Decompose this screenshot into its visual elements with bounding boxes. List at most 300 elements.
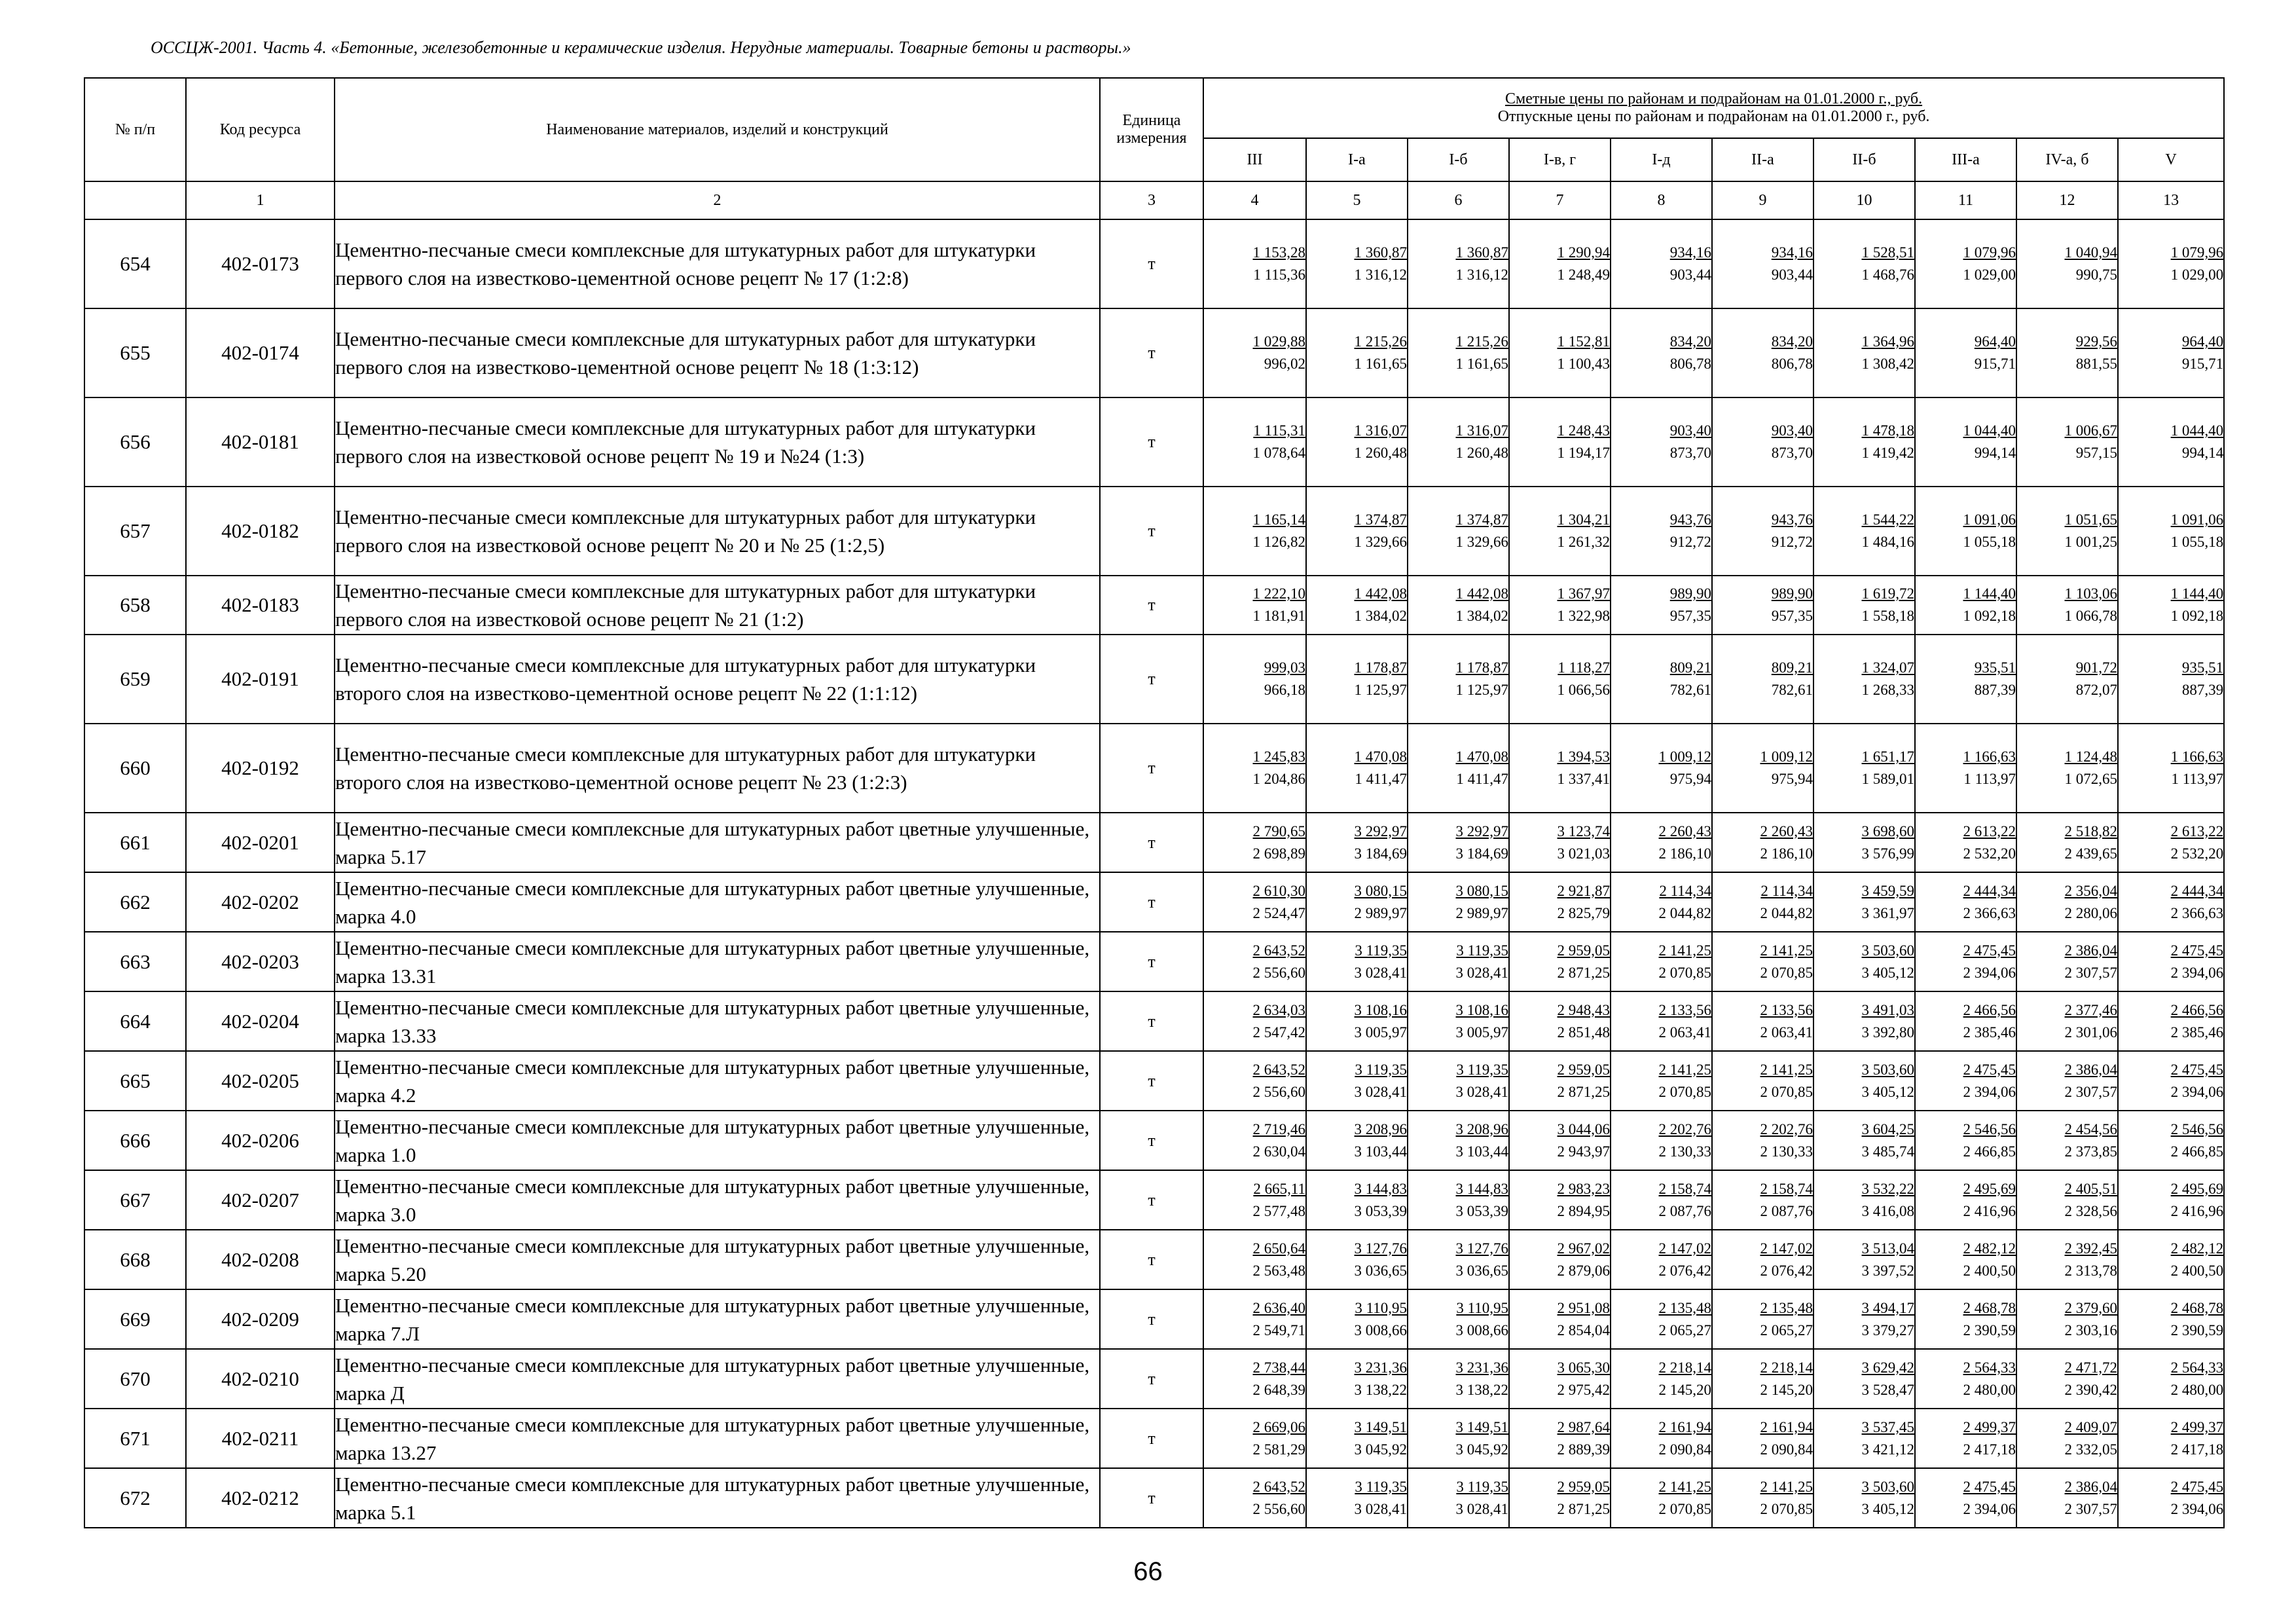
estimate-price: 809,21 — [1669, 659, 1711, 676]
estimate-price: 2 466,56 — [1963, 1001, 2016, 1018]
price-cell-9 — [2016, 1051, 2118, 1111]
estimate-price: 1 304,21 — [1557, 511, 1610, 528]
material-name: Цементно-песчаные смеси комплексные для штукатурных работ цветные улучшенные, марка 3.0 — [335, 1170, 1100, 1230]
estimate-price: 934,16 — [1771, 244, 1813, 261]
price-cell-1 — [1203, 635, 1306, 724]
price-cell-9 — [2016, 1468, 2118, 1528]
estimate-price: 2 643,52 — [1252, 942, 1305, 959]
release-price: 3 036,65 — [1455, 1262, 1508, 1279]
price-cell-10 — [2118, 1289, 2224, 1349]
price-cell-3 — [1408, 635, 1509, 724]
estimate-price: 2 392,45 — [2064, 1240, 2117, 1257]
price-cell-5 — [1611, 1170, 1712, 1230]
price-cell-6 — [1712, 1230, 1813, 1289]
price-cell-4 — [1509, 219, 1611, 308]
release-price: 3 103,44 — [1354, 1143, 1407, 1160]
release-price: 2 556,60 — [1252, 1083, 1305, 1100]
unit-of-measure: т — [1100, 1111, 1203, 1170]
row-number: 657 — [84, 487, 186, 576]
release-price: 2 390,59 — [1963, 1321, 2016, 1338]
material-name: Цементно-песчаные смеси комплексные для штукатурных работ для штукатурки первого слоя на известковой основе рецепт № 19 и №24 (1:3) — [335, 397, 1100, 487]
release-price: 2 044,82 — [1760, 904, 1813, 921]
estimate-price: 1 544,22 — [1861, 511, 1914, 528]
price-cell-1 — [1203, 813, 1306, 872]
estimate-price: 1 442,08 — [1354, 585, 1407, 602]
estimate-price: 1 144,40 — [2170, 585, 2224, 602]
price-cell-2 — [1306, 1409, 1408, 1468]
release-price: 2 070,85 — [1760, 1083, 1813, 1100]
release-price: 3 392,80 — [1861, 1024, 1914, 1041]
row-number: 671 — [84, 1409, 186, 1468]
price-cell-10 — [2118, 932, 2224, 991]
release-price: 2 366,63 — [2170, 904, 2224, 921]
row-number: 672 — [84, 1468, 186, 1528]
price-cell-4 — [1509, 1170, 1611, 1230]
column-number-1: 1 — [186, 181, 335, 219]
unit-of-measure: т — [1100, 872, 1203, 932]
estimate-price: 3 127,76 — [1455, 1240, 1508, 1257]
price-cell-8 — [1915, 1349, 2016, 1409]
release-price: 1 316,12 — [1455, 267, 1508, 283]
release-price: 2 145,20 — [1760, 1381, 1813, 1398]
price-cell-2 — [1306, 487, 1408, 576]
estimate-price: 3 698,60 — [1861, 822, 1914, 840]
price-cell-2 — [1306, 308, 1408, 397]
price-cell-6 — [1712, 1051, 1813, 1111]
estimate-price: 2 669,06 — [1252, 1418, 1305, 1435]
price-cell-6 — [1712, 932, 1813, 991]
price-cell-6 — [1712, 991, 1813, 1051]
price-cell-7 — [1813, 635, 1915, 724]
document-header: ОССЦЖ-2001. Часть 4. «Бетонные, железобетонные и керамические изделия. Нерудные материалы. Товарные бетоны и растворы.» — [151, 38, 1131, 57]
table-row — [84, 991, 2224, 1051]
price-cell-7 — [1813, 397, 1915, 487]
price-cell-9 — [2016, 1230, 2118, 1289]
table-row — [84, 1051, 2224, 1111]
release-price: 1 484,16 — [1861, 534, 1914, 550]
price-cell-2 — [1306, 1349, 1408, 1409]
price-cell-7 — [1813, 991, 1915, 1051]
estimate-price: 1 215,26 — [1455, 333, 1508, 350]
resource-code: 402-0192 — [186, 724, 335, 813]
release-price: 3 008,66 — [1354, 1321, 1407, 1338]
price-cell-10 — [2118, 1051, 2224, 1111]
estimate-price: 1 651,17 — [1861, 748, 1914, 765]
price-cell-10 — [2118, 872, 2224, 932]
release-price: 994,14 — [2181, 445, 2224, 461]
estimate-price: 2 468,78 — [2170, 1299, 2224, 1316]
row-number: 661 — [84, 813, 186, 872]
estimate-price: 3 459,59 — [1861, 882, 1914, 899]
price-cell-2 — [1306, 219, 1408, 308]
release-price: 2 307,57 — [2064, 1500, 2117, 1517]
estimate-price: 935,51 — [1974, 659, 2016, 676]
table-row — [84, 308, 2224, 397]
estimate-price: 3 119,35 — [1456, 942, 1508, 959]
estimate-price: 2 141,25 — [1658, 1061, 1711, 1078]
estimate-price: 2 202,76 — [1658, 1120, 1711, 1137]
unit-of-measure: т — [1100, 635, 1203, 724]
estimate-price: 2 959,05 — [1557, 1061, 1610, 1078]
release-price: 1 055,18 — [2170, 534, 2224, 550]
resource-code: 402-0191 — [186, 635, 335, 724]
release-price: 1 384,02 — [1455, 608, 1508, 624]
release-price: 1 078,64 — [1252, 445, 1305, 461]
estimate-price: 2 135,48 — [1658, 1299, 1711, 1316]
resource-code: 402-0209 — [186, 1289, 335, 1349]
price-cell-1 — [1203, 576, 1306, 635]
column-number-3: 3 — [1100, 181, 1203, 219]
price-cell-2 — [1306, 724, 1408, 813]
column-number-13: 13 — [2118, 181, 2224, 219]
estimate-price: 2 444,34 — [1963, 882, 2016, 899]
table-row — [84, 1170, 2224, 1230]
estimate-price: 1 051,65 — [2064, 511, 2117, 528]
estimate-price: 1 029,88 — [1252, 333, 1305, 350]
price-cell-5 — [1611, 1230, 1712, 1289]
estimate-price: 1 044,40 — [1963, 422, 2016, 439]
release-price: 1 419,42 — [1861, 445, 1914, 461]
region-header-7: II-б — [1813, 138, 1915, 181]
release-price: 1 066,56 — [1557, 682, 1610, 698]
release-price: 2 063,41 — [1658, 1024, 1711, 1041]
release-price: 782,61 — [1771, 682, 1813, 698]
estimate-price: 903,40 — [1669, 422, 1711, 439]
estimate-price: 2 409,07 — [2064, 1418, 2117, 1435]
release-price: 996,02 — [1264, 356, 1305, 372]
release-price: 957,35 — [1771, 608, 1813, 624]
release-price: 873,70 — [1669, 445, 1711, 461]
release-price: 2 549,71 — [1252, 1321, 1305, 1338]
row-number: 666 — [84, 1111, 186, 1170]
release-price: 1 125,97 — [1455, 682, 1508, 698]
release-price: 1 260,48 — [1354, 445, 1407, 461]
release-price: 2 524,47 — [1252, 904, 1305, 921]
estimate-price: 834,20 — [1771, 333, 1813, 350]
table-row — [84, 635, 2224, 724]
release-price: 2 186,10 — [1760, 845, 1813, 862]
estimate-price: 2 959,05 — [1557, 1478, 1610, 1495]
price-cell-6 — [1712, 635, 1813, 724]
price-cell-7 — [1813, 932, 1915, 991]
release-price: 3 103,44 — [1455, 1143, 1508, 1160]
price-cell-10 — [2118, 991, 2224, 1051]
estimate-price: 2 475,45 — [1963, 942, 2016, 959]
price-cell-6 — [1712, 724, 1813, 813]
estimate-price: 2 405,51 — [2064, 1180, 2117, 1197]
price-cell-10 — [2118, 1349, 2224, 1409]
price-cell-4 — [1509, 991, 1611, 1051]
release-price: 2 394,06 — [1963, 964, 2016, 981]
release-price: 3 138,22 — [1455, 1381, 1508, 1398]
release-price: 2 400,50 — [2170, 1262, 2224, 1279]
estimate-price: 2 518,82 — [2064, 822, 2117, 840]
estimate-price: 3 108,16 — [1354, 1001, 1407, 1018]
estimate-price: 2 133,56 — [1760, 1001, 1813, 1018]
release-price: 2 390,42 — [2064, 1381, 2117, 1398]
price-cell-9 — [2016, 487, 2118, 576]
release-price: 1 329,66 — [1354, 534, 1407, 550]
release-price: 2 556,60 — [1252, 1500, 1305, 1517]
release-price: 2 313,78 — [2064, 1262, 2117, 1279]
estimate-price: 1 091,06 — [1963, 511, 2016, 528]
estimate-price: 1 394,53 — [1557, 748, 1610, 765]
release-price: 1 194,17 — [1557, 445, 1610, 461]
estimate-price: 2 218,14 — [1760, 1359, 1813, 1376]
column-number-2: 2 — [335, 181, 1100, 219]
price-cell-8 — [1915, 872, 2016, 932]
estimate-price: 901,72 — [2075, 659, 2117, 676]
estimate-price: 3 144,83 — [1354, 1180, 1407, 1197]
release-price: 806,78 — [1771, 356, 1813, 372]
release-price: 1 092,18 — [2170, 608, 2224, 624]
release-price: 2 889,39 — [1557, 1441, 1610, 1458]
price-cell-8 — [1915, 932, 2016, 991]
unit-of-measure: т — [1100, 1170, 1203, 1230]
release-price: 903,44 — [1669, 267, 1711, 283]
estimate-price: 3 604,25 — [1861, 1120, 1914, 1137]
release-price: 3 184,69 — [1354, 845, 1407, 862]
price-cell-5 — [1611, 1051, 1712, 1111]
release-price: 1 558,18 — [1861, 608, 1914, 624]
material-name: Цементно-песчаные смеси комплексные для штукатурных работ для штукатурки первого слоя на известково-цементной основе рецепт № 17 (1:2:8) — [335, 219, 1100, 308]
release-price: 2 070,85 — [1658, 964, 1711, 981]
price-cell-9 — [2016, 813, 2118, 872]
estimate-price: 1 215,26 — [1354, 333, 1407, 350]
price-cell-5 — [1611, 576, 1712, 635]
resource-code: 402-0212 — [186, 1468, 335, 1528]
price-cell-9 — [2016, 1289, 2118, 1349]
price-cell-9 — [2016, 872, 2118, 932]
estimate-price: 2 218,14 — [1658, 1359, 1711, 1376]
release-price: 1 001,25 — [2064, 534, 2117, 550]
estimate-price: 2 987,64 — [1557, 1418, 1610, 1435]
release-price: 2 307,57 — [2064, 964, 2117, 981]
price-cell-10 — [2118, 1468, 2224, 1528]
price-cell-8 — [1915, 308, 2016, 397]
release-price: 1 066,78 — [2064, 608, 2117, 624]
release-price: 3 028,41 — [1354, 1083, 1407, 1100]
material-name: Цементно-песчаные смеси комплексные для штукатурных работ для штукатурки второго слоя на известково-цементной основе рецепт № 23 (1:2:3) — [335, 724, 1100, 813]
estimate-price: 2 719,46 — [1252, 1120, 1305, 1137]
estimate-price: 3 494,17 — [1861, 1299, 1914, 1316]
release-price: 2 417,18 — [2170, 1441, 2224, 1458]
estimate-price: 989,90 — [1771, 585, 1813, 602]
estimate-price: 1 091,06 — [2170, 511, 2224, 528]
release-price: 3 138,22 — [1354, 1381, 1407, 1398]
price-cell-10 — [2118, 1230, 2224, 1289]
resource-code: 402-0173 — [186, 219, 335, 308]
price-cell-3 — [1408, 932, 1509, 991]
estimate-price: 2 495,69 — [2170, 1180, 2224, 1197]
price-cell-3 — [1408, 1409, 1509, 1468]
price-cell-10 — [2118, 1409, 2224, 1468]
price-cell-2 — [1306, 932, 1408, 991]
estimate-price: 2 564,33 — [1963, 1359, 2016, 1376]
column-number-10: 10 — [1813, 181, 1915, 219]
price-cell-3 — [1408, 219, 1509, 308]
price-cell-5 — [1611, 1349, 1712, 1409]
price-cell-9 — [2016, 635, 2118, 724]
price-cell-7 — [1813, 1230, 1915, 1289]
estimate-price: 3 503,60 — [1861, 1061, 1914, 1078]
unit-of-measure: т — [1100, 1468, 1203, 1528]
column-number-9: 9 — [1712, 181, 1813, 219]
release-price: 3 361,97 — [1861, 904, 1914, 921]
estimate-price: 2 499,37 — [1963, 1418, 2016, 1435]
price-cell-3 — [1408, 308, 1509, 397]
release-price: 1 329,66 — [1455, 534, 1508, 550]
price-cell-9 — [2016, 991, 2118, 1051]
resource-code: 402-0208 — [186, 1230, 335, 1289]
estimate-price: 2 634,03 — [1252, 1001, 1305, 1018]
estimate-price: 2 260,43 — [1760, 822, 1813, 840]
estimate-price: 2 141,25 — [1658, 1478, 1711, 1495]
row-number: 659 — [84, 635, 186, 724]
price-cell-3 — [1408, 397, 1509, 487]
price-cell-6 — [1712, 1170, 1813, 1230]
release-price: 3 416,08 — [1861, 1202, 1914, 1219]
estimate-price: 1 153,28 — [1252, 244, 1305, 261]
estimate-price: 2 386,04 — [2064, 942, 2117, 959]
unit-of-measure: т — [1100, 487, 1203, 576]
estimate-price: 2 161,94 — [1658, 1418, 1711, 1435]
price-cell-2 — [1306, 576, 1408, 635]
release-price: 975,94 — [1669, 771, 1711, 787]
estimate-price: 2 738,44 — [1252, 1359, 1305, 1376]
estimate-price: 1 367,97 — [1557, 585, 1610, 602]
price-cell-4 — [1509, 1468, 1611, 1528]
price-cell-8 — [1915, 1230, 2016, 1289]
region-header-1: III — [1203, 138, 1306, 181]
resource-code: 402-0211 — [186, 1409, 335, 1468]
price-cell-1 — [1203, 1289, 1306, 1349]
release-price: 1 113,97 — [2171, 771, 2224, 787]
release-price: 2 400,50 — [1963, 1262, 2016, 1279]
estimate-price: 2 158,74 — [1658, 1180, 1711, 1197]
price-cell-5 — [1611, 1409, 1712, 1468]
release-price: 2 825,79 — [1557, 904, 1610, 921]
release-price: 1 411,47 — [1456, 771, 1508, 787]
price-cell-3 — [1408, 1051, 1509, 1111]
release-price: 2 090,84 — [1760, 1441, 1813, 1458]
price-cell-9 — [2016, 932, 2118, 991]
release-price: 2 975,42 — [1557, 1381, 1610, 1398]
release-price: 1 181,91 — [1252, 608, 1305, 624]
estimate-price: 2 475,45 — [1963, 1478, 2016, 1495]
price-cell-10 — [2118, 397, 2224, 487]
price-cell-1 — [1203, 397, 1306, 487]
estimate-price: 2 499,37 — [2170, 1418, 2224, 1435]
release-price: 2 466,85 — [2170, 1143, 2224, 1160]
unit-of-measure: т — [1100, 1289, 1203, 1349]
price-cell-1 — [1203, 724, 1306, 813]
resource-code: 402-0183 — [186, 576, 335, 635]
release-price: 3 028,41 — [1455, 964, 1508, 981]
release-price: 2 581,29 — [1252, 1441, 1305, 1458]
price-cell-10 — [2118, 635, 2224, 724]
estimate-price: 1 040,94 — [2064, 244, 2117, 261]
price-cell-3 — [1408, 1289, 1509, 1349]
estimate-price: 1 103,06 — [2064, 585, 2117, 602]
price-cell-4 — [1509, 724, 1611, 813]
release-price: 2 556,60 — [1252, 964, 1305, 981]
estimate-price: 2 141,25 — [1658, 942, 1711, 959]
release-price: 1 115,36 — [1253, 267, 1305, 283]
release-price: 1 308,42 — [1861, 356, 1914, 372]
estimate-price: 3 119,35 — [1456, 1478, 1508, 1495]
price-cell-10 — [2118, 813, 2224, 872]
resource-code: 402-0207 — [186, 1170, 335, 1230]
price-cell-6 — [1712, 219, 1813, 308]
estimate-price: 943,76 — [1669, 511, 1711, 528]
estimate-price: 1 374,87 — [1354, 511, 1407, 528]
price-cell-4 — [1509, 397, 1611, 487]
material-name: Цементно-песчаные смеси комплексные для штукатурных работ цветные улучшенные, марка 4.0 — [335, 872, 1100, 932]
prices-title-estimate: Сметные цены по районам и подрайонам на 01.01.2000 г., руб. — [1505, 90, 1923, 107]
estimate-price: 3 119,35 — [1355, 1061, 1407, 1078]
estimate-price: 999,03 — [1264, 659, 1305, 676]
price-cell-8 — [1915, 1289, 2016, 1349]
release-price: 3 397,52 — [1861, 1262, 1914, 1279]
release-price: 2 130,33 — [1760, 1143, 1813, 1160]
release-price: 2 044,82 — [1658, 904, 1711, 921]
row-number: 662 — [84, 872, 186, 932]
estimate-price: 834,20 — [1669, 333, 1711, 350]
release-price: 887,39 — [1974, 682, 2016, 698]
release-price: 2 532,20 — [1963, 845, 2016, 862]
price-cell-4 — [1509, 635, 1611, 724]
price-cell-6 — [1712, 1468, 1813, 1528]
material-name: Цементно-песчаные смеси комплексные для штукатурных работ цветные улучшенные, марка 4.2 — [335, 1051, 1100, 1111]
release-price: 3 028,41 — [1455, 1500, 1508, 1517]
price-cell-3 — [1408, 1230, 1509, 1289]
release-price: 2 563,48 — [1252, 1262, 1305, 1279]
estimate-price: 2 114,34 — [1659, 882, 1711, 899]
release-price: 3 008,66 — [1455, 1321, 1508, 1338]
estimate-price: 1 079,96 — [1963, 244, 2016, 261]
release-price: 887,39 — [2181, 682, 2224, 698]
price-cell-7 — [1813, 724, 1915, 813]
price-cell-3 — [1408, 724, 1509, 813]
release-price: 3 045,92 — [1354, 1441, 1407, 1458]
price-cell-2 — [1306, 1170, 1408, 1230]
price-cell-6 — [1712, 487, 1813, 576]
release-price: 1 204,86 — [1252, 771, 1305, 787]
price-cell-2 — [1306, 1230, 1408, 1289]
estimate-price: 1 079,96 — [2170, 244, 2224, 261]
release-price: 1 092,18 — [1963, 608, 2016, 624]
material-name: Цементно-песчаные смеси комплексные для штукатурных работ цветные улучшенные, марка 7.Л — [335, 1289, 1100, 1349]
row-number: 669 — [84, 1289, 186, 1349]
release-price: 2 070,85 — [1658, 1500, 1711, 1517]
release-price: 2 394,06 — [2170, 1083, 2224, 1100]
estimate-price: 1 166,63 — [2170, 748, 2224, 765]
release-price: 2 851,48 — [1557, 1024, 1610, 1041]
release-price: 915,71 — [2181, 356, 2224, 372]
estimate-price: 1 316,07 — [1455, 422, 1508, 439]
release-price: 2 303,16 — [2064, 1321, 2117, 1338]
estimate-price: 1 316,07 — [1354, 422, 1407, 439]
release-price: 3 036,65 — [1354, 1262, 1407, 1279]
estimate-price: 1 360,87 — [1455, 244, 1508, 261]
estimate-price: 2 613,22 — [1963, 822, 2016, 840]
release-price: 1 161,65 — [1354, 356, 1407, 372]
material-name: Цементно-песчаные смеси комплексные для штукатурных работ цветные улучшенные, марка 1.0 — [335, 1111, 1100, 1170]
estimate-price: 809,21 — [1771, 659, 1813, 676]
release-price: 2 698,89 — [1252, 845, 1305, 862]
estimate-price: 1 470,08 — [1455, 748, 1508, 765]
